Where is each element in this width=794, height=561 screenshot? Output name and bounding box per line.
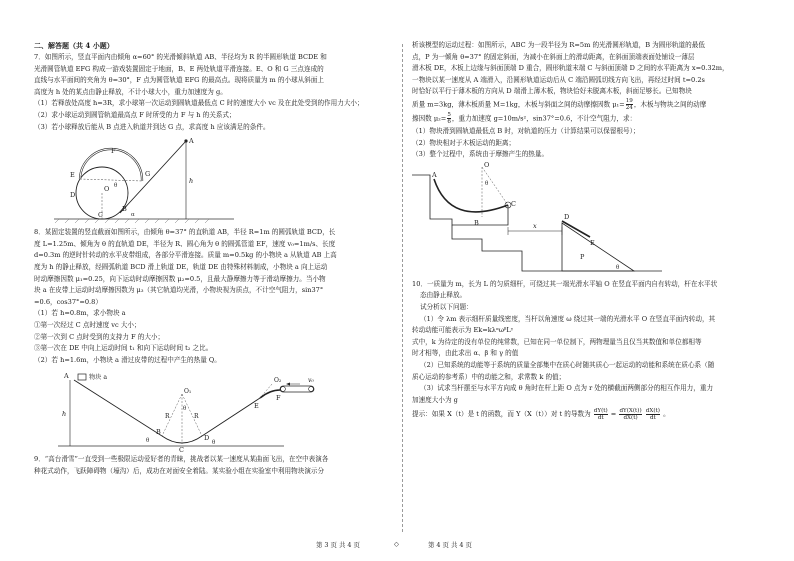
q8-label-B: B bbox=[156, 428, 161, 437]
q8-line: d=0.3m 的逆时针转动的水平皮带组成，各部分平滑连接。质量 m=0.5kg 的小物块 a 从轨道 AB 上高 bbox=[34, 251, 337, 260]
q9-label-P: P bbox=[580, 252, 585, 261]
q10-line: 质心运动的参考系）中的动能之和，求常数 k 的值； bbox=[412, 372, 566, 381]
q9-label-B: B bbox=[474, 218, 479, 227]
q8-label-h: h bbox=[62, 410, 67, 419]
q8-line: ③第一次在 DE 中向上运动时间 t₁ 和向下运动时间 t₂ 之比。 bbox=[34, 344, 213, 353]
q9-fraction-mu1 bbox=[626, 98, 633, 111]
left-column bbox=[34, 40, 396, 477]
q9-text: ，木板与物块之间的动摩 bbox=[633, 100, 707, 109]
q8-line: 度 L=1.25m、倾角为 θ 的直轨道 DE，半径为 R、圆心角为 θ 的圆弧管道 EF，速度 v₀=1m/s、长度 bbox=[34, 239, 336, 248]
q9-line bbox=[412, 98, 768, 112]
q10-line: 式中，k 为待定的没有单位的纯常数，已知在同一单位制下，两物理量当且仅当其数值和单位都相等 bbox=[412, 337, 702, 346]
q8-label-C: C bbox=[179, 446, 184, 455]
q8-line: 时动摩擦因数 μ₁=0.25，向下运动时动摩擦因数 μ₂=0.5，且最大静摩擦力等于滑动摩擦力。当小物 bbox=[34, 274, 326, 283]
q7-label-F: F bbox=[111, 147, 116, 156]
q9-line: 析该模型的运动过程：如图所示，ABC 为一段半径为 R=5m 的光滑圆形轨道，B 为圆形轨道的最低 bbox=[412, 41, 705, 49]
q10-line: 转动动能可能表示为 Ek=kλᵅωᵝLᵞ bbox=[412, 326, 514, 335]
q7-label-G: G bbox=[145, 170, 151, 179]
q8-figure bbox=[34, 366, 396, 454]
hint-eq: = bbox=[610, 410, 617, 419]
q8-line: 块 a 在皮带上运动时动摩擦因数为 μ₃（其它轨道均光滑，小物块视为质点，不计空气阻力，sin37° bbox=[34, 286, 324, 295]
q10-line: 试分析以下问题： bbox=[420, 302, 473, 311]
q8-label-theta1: θ bbox=[146, 438, 150, 445]
q9-line bbox=[412, 112, 768, 126]
q8-line: =0.6，cos37°=0.8） bbox=[34, 297, 102, 306]
q9-line: 滑木板 DE，木板上边缘与斜面顶端 D 重合，圆形轨道末端 C 与斜面顶端 D 之间的水平距离为 x=0.32m， bbox=[412, 64, 729, 73]
q9-line: 种花式动作，飞跃障碍物（壕沟）后，成功在对面安全着陆。某实验小组在实验室中利用物块演示分 bbox=[34, 466, 325, 475]
q8-label-F: F bbox=[276, 394, 281, 403]
q8-line: 8．某固定装置的竖直截面如图所示，由倾角 θ=37° 的直轨道 AB，半径 R=1m 的圆弧轨道 BCD，长 bbox=[34, 228, 336, 237]
q9-label-A: A bbox=[432, 170, 437, 179]
q8-label-R1: R bbox=[165, 413, 170, 421]
q7-line: （3）若小球释放后能从 B 点进入轨道并到达 G 点，求高度 h 应该满足的条件。 bbox=[34, 122, 270, 131]
q10-line: 加速度大小为 g bbox=[412, 395, 458, 404]
q9-text: 擦因数 μ₂= bbox=[412, 114, 447, 123]
frac-num: 5 bbox=[447, 111, 451, 118]
hint-fraction-a bbox=[594, 408, 608, 421]
q7-line: 7．如图所示，竖直平面内由倾角 α=60° 的光滑倾斜轨道 AB、半径均为 R 的半圆形轨道 BCDE 和 bbox=[34, 53, 327, 61]
hint-end: 。 bbox=[663, 410, 670, 419]
q7-label-h: h bbox=[189, 177, 194, 186]
q9-line: （2）物块相对于木板运动的距离； bbox=[412, 138, 516, 147]
frac-den: 6 bbox=[447, 118, 451, 125]
hint-fraction-c bbox=[646, 408, 660, 421]
q8-line: ②第一次到 C 点时受到的支持力 F 的大小； bbox=[34, 332, 165, 341]
frac-den: dX(t) bbox=[623, 414, 638, 421]
q8-line: （2）若 h=1.6m，小物块 a 滑过皮带的过程中产生的热量 Q。 bbox=[34, 355, 221, 364]
q10-line: （1）令 λm 表示细杆质量线密度，当杆以角速度 ω 绕过其一端的光滑水平 O 在竖直平面内转动，其 bbox=[420, 314, 716, 323]
q9-text: ，重力加速度 g=10m/s²，sin37°=0.6，不计空气阻力，求： bbox=[451, 114, 637, 123]
q8-label-O1: O₁ bbox=[184, 388, 192, 396]
section-title: 二、解答题（共 4 小题） bbox=[34, 41, 114, 50]
q9-fraction-mu2 bbox=[447, 112, 451, 125]
frac-den: 24 bbox=[625, 104, 633, 111]
q7-figure bbox=[34, 133, 396, 227]
frac-num: dY(X(t)) bbox=[619, 407, 642, 414]
question-10 bbox=[412, 279, 768, 423]
q7-label-O: O bbox=[104, 185, 110, 194]
right-column bbox=[412, 40, 768, 422]
q9-label-O: O bbox=[484, 160, 490, 169]
q7-line: （2）求小球运动到圆管轨道最高点 F 时所受的力 F 与 h 的关系式； bbox=[34, 110, 236, 119]
q8-label-A: A bbox=[64, 372, 69, 381]
q8-line: 度为 h 的静止释放，经圆弧轨道 BCD 滑上轨道 DE，轨道 DE 由特殊材料制成，小物块 a 向上运动 bbox=[34, 262, 328, 271]
q9-line: 时恰好以平行于薄木板的方向从 D 端滑上薄木板，物块恰好未脱离木板，斜面足够长。已知物块 bbox=[412, 87, 692, 96]
q7-line: （1）若释放处高度 h=3R，求小球第一次运动到圆轨道最低点 C 时的速度大小 vc 及在此处受到的作用力大小； bbox=[34, 99, 364, 108]
q9-line: 一物块以某一速度从 A 端滑入，沿圆形轨道运动后从 C 端沿圆弧切线方向飞出，再经过时间 t=0.2s bbox=[412, 75, 705, 84]
q9-label-D: D bbox=[564, 212, 570, 221]
q7-line: 光滑圆管轨道 EFG 构成一游戏装置固定于地面，B、E 两处轨道平滑连接。E、O 和 G 三点连成的 bbox=[34, 64, 324, 73]
frac-den: dt bbox=[649, 414, 656, 421]
q8-label-E: E bbox=[254, 402, 259, 411]
q10-line: 态由静止释放。 bbox=[420, 291, 467, 300]
q8-label-v0: v₀ bbox=[308, 377, 314, 385]
frac-num: dX(t) bbox=[645, 407, 660, 414]
column-divider bbox=[402, 44, 403, 532]
q9-line: （3）整个过程中，系统由于摩擦产生的热量。 bbox=[412, 150, 549, 159]
hint-fraction-b bbox=[619, 408, 641, 421]
q7-label-D: D bbox=[70, 191, 76, 200]
q9-text: 质量 m=3kg，薄木板质量 M=1kg，木板与斜面之间的动摩擦因数 μ₁= bbox=[412, 100, 625, 109]
q9-line: （1）物块滑到圆轨道最低点 B 时，对轨道的压力（计算结果可以保留根号）； bbox=[412, 126, 640, 135]
q8-label-R2: R bbox=[194, 413, 199, 421]
q8-label-block: 物块 a bbox=[89, 374, 108, 382]
q9-label-theta-small: θ bbox=[485, 180, 489, 187]
q7-label-B: B bbox=[122, 205, 127, 214]
q7-label-E: E bbox=[70, 171, 75, 180]
q8-label-theta3: θ bbox=[212, 440, 216, 447]
question-7 bbox=[34, 52, 396, 227]
q7-diagram bbox=[34, 133, 394, 227]
q8-label-D: D bbox=[204, 434, 210, 443]
q7-label-A: A bbox=[189, 137, 194, 146]
q10-line: （3）试求当杆摆至与水平方向成 θ 角时在杆上距 O 点为 r 处的横截面两侧部分的相互作用力，重力 bbox=[420, 384, 714, 393]
q7-label-alpha: α bbox=[131, 212, 135, 219]
frac-num: 19 bbox=[625, 97, 633, 104]
frac-num: dY(t) bbox=[593, 407, 608, 414]
question-9-continued bbox=[412, 40, 768, 279]
q7-line: 直线与水平面间的夹角为 θ=30°，F 点为圆管轨道 EFG 的最高点。现将质量为 m 的小球从斜面上 bbox=[34, 76, 325, 85]
q9-line: 9．“高台滑雪”一直受到一些极限运动爱好者的青睐，挑战者以某一速度从某曲面飞出，在空中表演各 bbox=[34, 455, 329, 464]
q9-line: 点，P 为一倾角 θ=37° 的固定斜面，为减小在斜面上的滑动距离，在斜面顶端表面处铺设一薄层 bbox=[412, 52, 695, 61]
q9-label-theta: θ bbox=[616, 264, 620, 271]
q9-label-C: C bbox=[511, 199, 516, 208]
q9-label-E: E bbox=[590, 238, 595, 247]
q7-label-theta: θ bbox=[114, 183, 118, 190]
q8-line: ①第一次经过 C 点时速度 vc 大小； bbox=[34, 320, 141, 329]
hint-text: 提示：如果 X（t）是 t 的函数，而 Y（X（t））对 t 的导数为 bbox=[412, 410, 591, 419]
q10-line: 时才相等，由此求出 α、β 和 γ 的值 bbox=[412, 349, 519, 358]
q9-figure bbox=[412, 161, 768, 279]
binding-mark: ◇ bbox=[394, 540, 399, 548]
q9-label-x: x bbox=[533, 221, 537, 230]
page-number-left: 第 3 页 共 4 页 bbox=[316, 541, 360, 549]
q10-line: 10．一质量为 m，长为 L 的匀质细杆，可绕过其一端光滑水平轴 O 在竖直平面内自有转动，杆在水平状 bbox=[412, 279, 718, 288]
page-number-right: 第 4 页 共 4 页 bbox=[428, 541, 472, 549]
frac-den: dt bbox=[597, 414, 604, 421]
q10-hint bbox=[412, 406, 768, 422]
q9-diagram bbox=[412, 161, 768, 279]
question-8 bbox=[34, 227, 396, 454]
q8-label-theta2: θ bbox=[183, 406, 187, 413]
q7-line: 高度为 h 处的某点由静止释放，不计小球大小，重力加速度为 g。 bbox=[34, 87, 227, 96]
question-9-start bbox=[34, 454, 396, 477]
q7-label-C: C bbox=[98, 211, 103, 220]
q8-label-O2: O₂ bbox=[274, 377, 282, 385]
q8-diagram bbox=[34, 366, 396, 454]
q8-line: （1）若 h=0.8m，求小物块 a bbox=[34, 309, 126, 318]
q10-line: （2）已知系统的动能等于系统的质量全部集中在质心时随其质心一起运动的动能和系统在质心系（随 bbox=[420, 360, 715, 369]
